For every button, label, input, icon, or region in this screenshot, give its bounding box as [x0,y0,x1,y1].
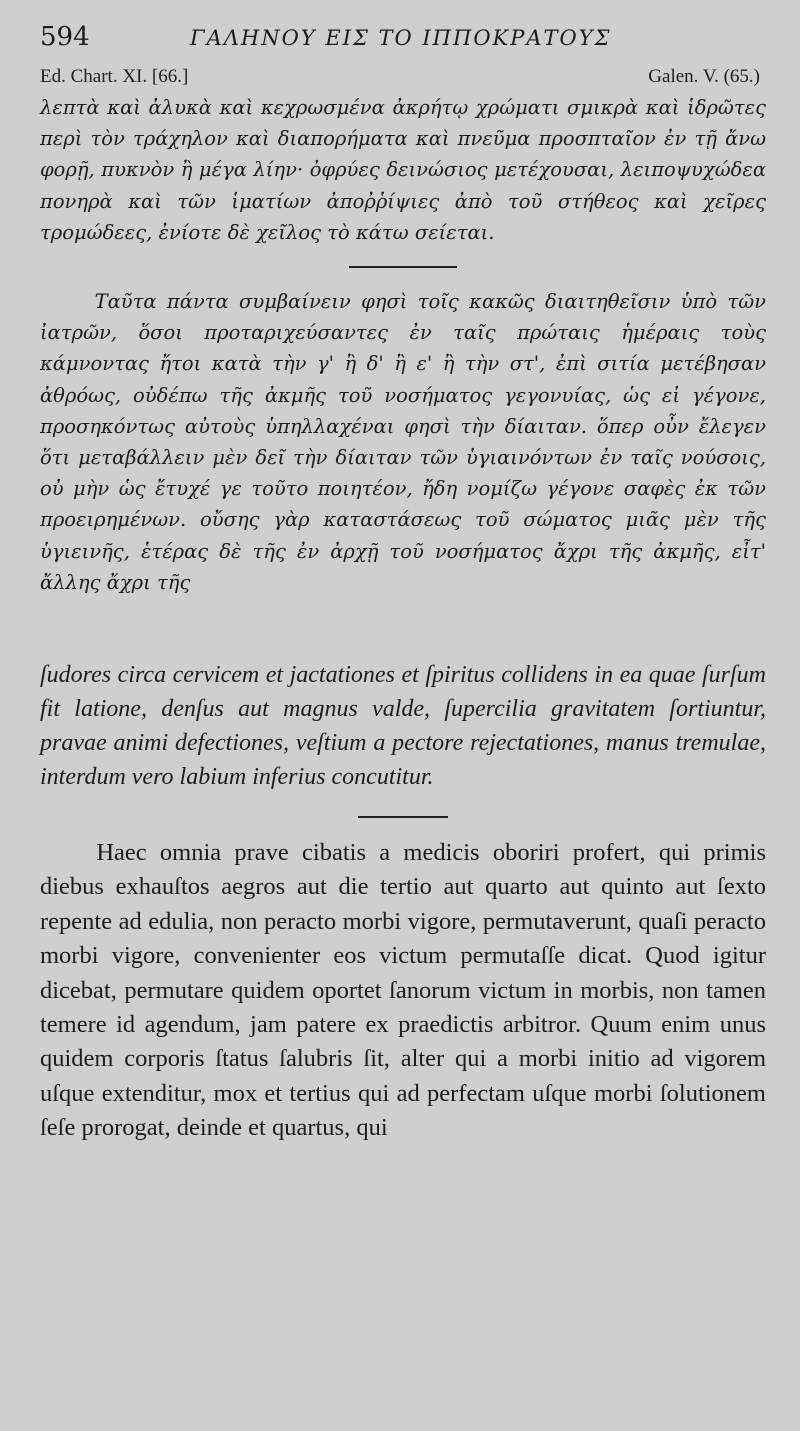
edition-right: Galen. V. (65.) [648,66,760,87]
section-divider [349,266,457,268]
column-gap [40,598,766,658]
greek-paragraph-1: λεπτὰ καὶ ἀλυκὰ καὶ κεχρωσμένα ἀκρήτῳ χρώματι σμικρὰ καὶ ἱδρῶτες περὶ τὸν τράχηλον καὶ διαπορήματα καὶ πνεῦμα προσπταῖον ἐν τῇ ἄνω φορῇ, πυκνὸν ἢ μέγα λίην· ὀφρύες δεινώσιος μετέχουσαι, λειποψυχώδεα πονηρὰ καὶ τῶν ἱματίων ἀποῤῥίψιες ἀπὸ τοῦ στήθεος καὶ χεῖρες τρομώδεες, ἐνίοτε δὲ χεῖλος τὸ κάτω σείεται. [40,96,766,244]
latin-paragraph-2: Haec omnia prave cibatis a medicis oboriri profert, qui primis diebus exhauſtos aegros aut die tertio aut quarto aut quinto aut ſexto repente ad edulia, non peracto morbi vigore, permutaverunt, quaſi peracto morbi vigore, convenienter eos victum permutaſſe dicat. Quod igitur dicebat, permutare quidem oportet ſanorum victum in morbis, non tamen temere id agendum, jam patere ex praedictis arbitror. Quum enim unus quidem corporis ſtatus ſalubris ſit, alter qui a morbi initio ad vigorem uſque extenditur, mox et tertius qui ad perfectam uſque morbi ſolutionem ſeſe prorogat, deinde et quartus, qui [40,839,766,1142]
greek-paragraph-2: Ταῦτα πάντα συμβαίνειν φησὶ τοῖς κακῶς διαιτηθεῖσιν ὑπὸ τῶν ἰατρῶν, ὅσοι προταριχεύσαντες ἐν ταῖς πρώταις ἡμέραις τοὺς κάμνοντας ἤτοι κατὰ τὴν γ' ἢ δ' ἢ ε' ἢ τὴν στ', ἐπὶ σιτία μετέβησαν ἀθρόως, οὐδέπω τῆς ἀκμῆς τοῦ νοσήματος γεγονυίας, ὡς εἰ γέγονε, προσηκόντως αὐτοὺς ὑπηλλαχέναι φησὶ τὴν δίαιταν. ὅπερ οὖν ἔλεγεν ὅτι μεταβάλλειν μὲν δεῖ τὴν δίαιταν τῶν ὑγιαινόντων ἐν ταῖς νούσοις, οὐ μὴν ὡς ἔτυχέ γε τοῦτο ποιητέον, ἤδη νομίζω γέγονε σαφὲς ἐκ τῶν προειρημένων. οὔσης γὰρ καταστάσεως τοῦ σώματος μιᾶς μὲν τῆς ὑγιεινῆς, ἑτέρας δὲ τῆς ἐν ἀρχῇ τοῦ νοσήματος ἄχρι τῆς ἀκμῆς, εἶτ' ἄλλης ἄχρι τῆς [40,290,766,594]
page-number: 594 [40,22,90,52]
edition-left: Ed. Chart. XI. [66.] [40,66,189,87]
running-head [40,22,766,62]
running-title: ΓΑΛΗΝΟΥ ΕΙΣ ΤΟ ΙΠΠΟΚΡΑΤΟΥΣ [190,26,612,50]
latin-paragraph-1: ſudores circa cervicem et jactationes et ſpiritus collidens in ea quae ſurſum fit latione, denſus aut magnus valde, ſupercilia gravitatem ſortiuntur, pravae animi defectiones, veſtium a pectore rejectationes, manus tremulae, interdum vero labium inferius concutitur. [40,662,766,791]
section-divider [358,816,448,818]
edition-references [40,66,766,92]
